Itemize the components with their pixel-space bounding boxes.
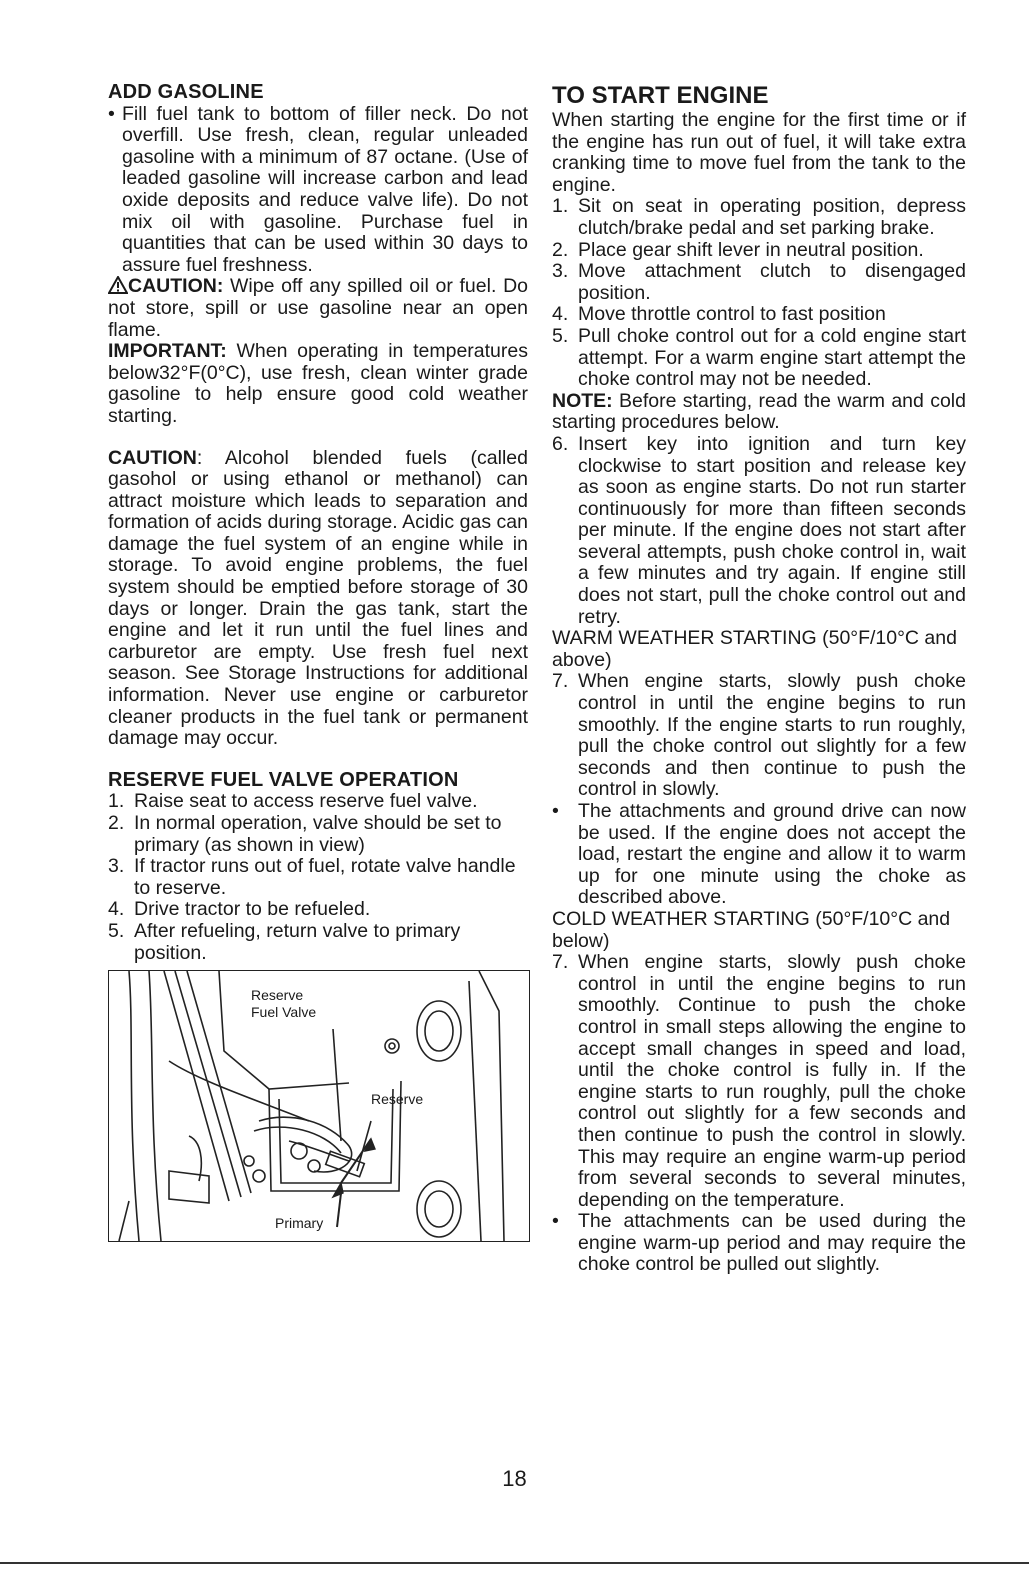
list-item	[552, 434, 966, 628]
caution-spill-text: Wipe off any spilled oil or fuel. Do not store, spill or use gasoline near an open flame.	[108, 275, 528, 341]
reserve-steps-list	[108, 791, 528, 964]
list-item	[552, 326, 966, 391]
step-text: Move throttle control to fast position	[578, 303, 886, 326]
add-gasoline-heading: ADD GASOLINE	[108, 81, 264, 103]
step-number: 1.	[108, 790, 125, 813]
caution-alcohol-label: CAUTION	[108, 446, 197, 469]
bullet-text: The attachments and ground drive can now be used. If the engine does not accept the load, restart the engine and allow it to warm up for one minute using the choke as described above.	[578, 800, 966, 909]
step-number: 4.	[108, 898, 125, 921]
step-number: 1.	[552, 195, 569, 218]
step-number: 3.	[552, 260, 569, 283]
important-text: When operating in temperatures below32°F(0°C), use fresh, clean winter grade gasoline to help ensure good cold weather starting.	[108, 340, 528, 427]
step-number: 6.	[552, 432, 569, 455]
figure-label-reserve-valve-2: Fuel Valve	[251, 1004, 317, 1021]
list-item	[552, 671, 966, 801]
reserve-fuel-valve-figure	[108, 970, 530, 1242]
step-number: 7.	[552, 951, 569, 974]
step-number: 5.	[552, 324, 569, 347]
list-item	[552, 304, 966, 326]
step-text: In normal operation, valve should be set to primary (as shown in view)	[134, 812, 502, 856]
step-number: 3.	[108, 855, 125, 878]
caution-alcohol-text: : Alcohol blended fuels (called gasohol or using ethanol or methanol) can attract moisture which leads to separation and formation of acids during storage. Acidic gas can damage the fuel system of an engine while in storage. To avoid engine problems, the fuel system should be emptied before storage of 30 days or longer. Drain the gas tank, start the engine and let it run until the fuel lines and carburetor are empty. Use fresh fuel next season. See Storage Instructions for additional information. Never use engine or carburetor cleaner products in the fuel tank or permanent damage may occur.	[108, 446, 528, 750]
list-item	[108, 813, 528, 856]
note-text: Before starting, read the warm and cold starting procedures below.	[552, 389, 966, 434]
bottom-rule	[0, 1562, 1029, 1564]
important-label: IMPORTANT:	[108, 340, 227, 363]
start-engine-intro: When starting the engine for the first time or if the engine has run out of fuel, it will take extra cranking time to move fuel from the tank to the engine.	[552, 109, 966, 196]
step-text: Sit on seat in operating position, depress clutch/brake pedal and set parking brake.	[578, 195, 966, 239]
figure-label-reserve: Reserve	[371, 1091, 424, 1108]
step-text: When engine starts, slowly push choke control in until the engine begins to run smoothly. If the engine starts to run roughly, pull the choke control out slightly for a few seconds and then continue to push the control in slowly.	[578, 670, 966, 801]
list-item	[108, 856, 528, 899]
fuel-valve-illustration	[109, 971, 529, 1241]
start-steps-list	[552, 196, 966, 390]
step-number: 2.	[552, 238, 569, 261]
step-number: 5.	[108, 919, 125, 942]
list-item	[108, 899, 528, 921]
note-paragraph	[552, 391, 966, 434]
warm-weather-heading: WARM WEATHER STARTING (50°F/10°C and above)	[552, 627, 957, 671]
step-text: Raise seat to access reserve fuel valve.	[134, 790, 478, 813]
step-text: Drive tractor to be refueled.	[134, 898, 371, 921]
caution-label: CAUTION:	[128, 275, 224, 298]
right-column	[552, 82, 966, 1276]
add-gasoline-bullet	[108, 104, 528, 277]
reserve-fuel-heading: RESERVE FUEL VALVE OPERATION	[108, 768, 459, 791]
bullet-mark: •	[552, 1210, 559, 1233]
bullet-mark: •	[552, 800, 559, 822]
step-text: Insert key into ignition and turn key clockwise to start position and release key as soon as engine starts. Do not run starter continuously for more than fifteen seconds per minute. If the engine does not start after several attempts, push choke control in, wait a few minutes and try again. If engine still does not start, pull the choke control out and retry.	[578, 432, 966, 628]
caution-spill-paragraph	[108, 276, 528, 341]
cold-weather-heading: COLD WEATHER STARTING (50°F/10°C and below)	[552, 907, 951, 952]
figure-label-reserve-valve-1: Reserve	[251, 987, 304, 1004]
warning-triangle-icon	[108, 276, 128, 294]
list-item	[108, 921, 528, 964]
step-text: Move attachment clutch to disengaged position.	[578, 260, 966, 304]
add-gasoline-text: Fill fuel tank to bottom of filler neck. Do not overfill. Use fresh, clean, regular unleaded gasoline with a minimum of 87 octane. (Use of leaded gasoline will increase carbon and lead oxide deposits and reduce valve life). Do not mix oil with gasoline. Purchase fuel in quantities that can be used within 30 days to assure fuel freshness.	[122, 102, 528, 276]
step-text: When engine starts, slowly push choke control in until the engine begins to run smoothly. Continue to push the choke control in small steps allowing the engine to accept small changes in speed and load, until the choke control is fully in. If the engine starts to run roughly, pull the choke control out slightly for a few seconds and then continue to push the control in slowly. This may require an engine warm-up period from several seconds to several minutes, depending on the temperature.	[578, 951, 966, 1211]
step-number: 2.	[108, 812, 125, 834]
step-text: Place gear shift lever in neutral position.	[578, 238, 924, 261]
note-label: NOTE:	[552, 389, 613, 412]
step-text: If tractor runs out of fuel, rotate valve handle to reserve.	[134, 855, 516, 899]
list-item	[108, 791, 528, 813]
important-paragraph	[108, 341, 528, 427]
bullet-mark: •	[108, 102, 115, 125]
list-item	[552, 1211, 966, 1276]
figure-label-primary: Primary	[275, 1215, 324, 1232]
step-number: 7.	[552, 670, 569, 693]
list-item	[552, 801, 966, 909]
list-item	[552, 952, 966, 1211]
left-column	[108, 82, 528, 1242]
list-item	[552, 261, 966, 304]
list-item	[552, 196, 966, 239]
list-item	[552, 240, 966, 262]
step-number: 4.	[552, 303, 569, 326]
step-text: Pull choke control out for a cold engine start attempt. For a warm engine start attempt the choke control may not be needed.	[578, 324, 966, 391]
bullet-text: The attachments can be used during the engine warm-up period and may require the choke control be pulled out slightly.	[578, 1210, 966, 1276]
start-engine-heading: TO START ENGINE	[552, 82, 769, 109]
caution-alcohol-paragraph	[108, 448, 528, 750]
page-number: 18	[502, 1466, 527, 1491]
step-text: After refueling, return valve to primary position.	[134, 919, 461, 964]
